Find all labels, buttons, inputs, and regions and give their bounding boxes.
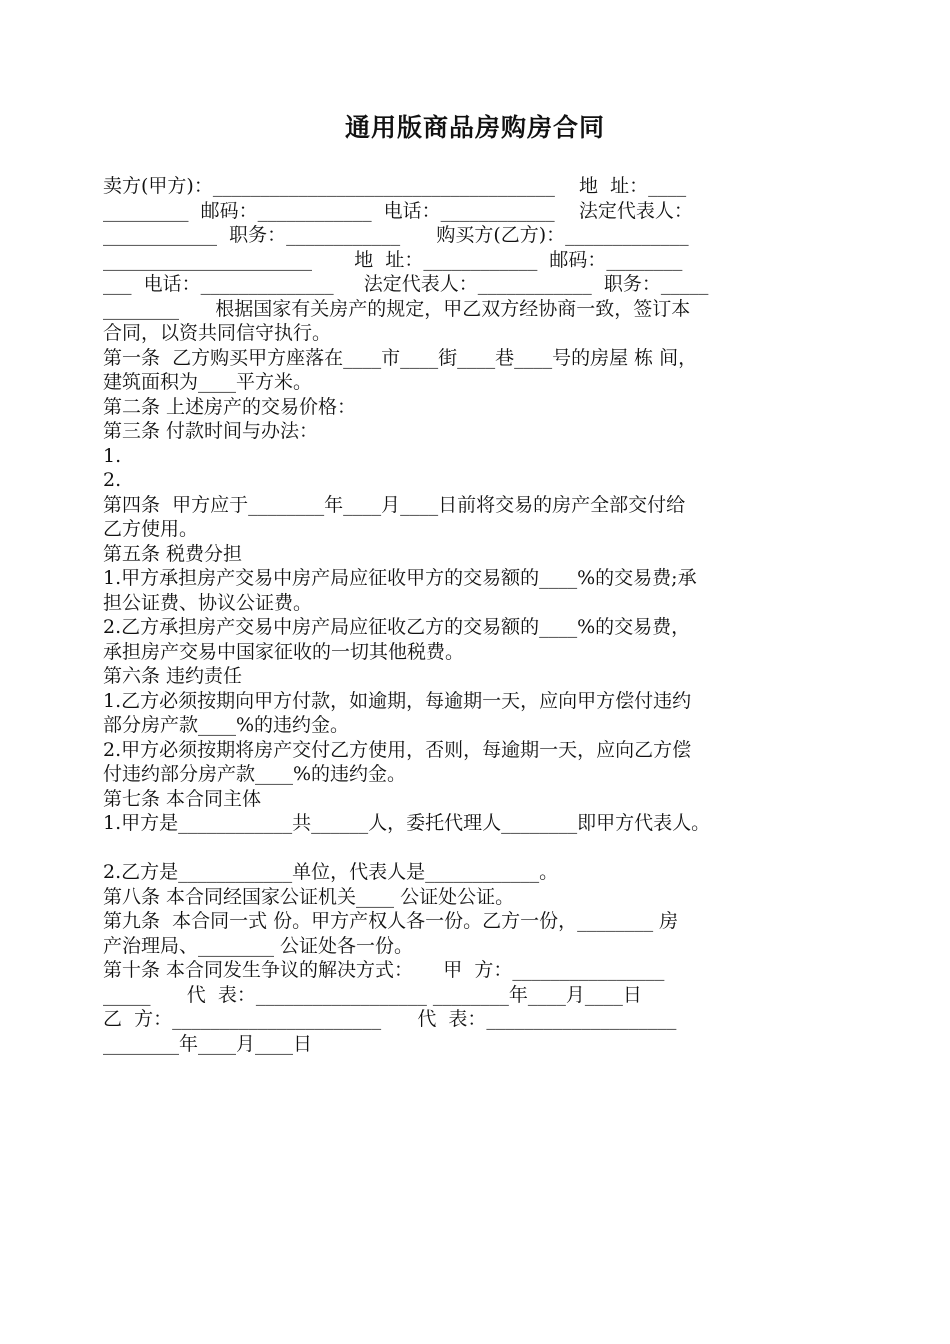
article-5-item-1-line-2: 担公证费、协议公证费。 <box>103 591 313 614</box>
signature-party-b-line: 乙 方：______________________ 代 表：____________________ <box>103 1008 677 1030</box>
article-2-line: 第二条 上述房产的交易价格： <box>103 395 357 418</box>
article-7-item-1: 1.甲方是____________共______人，委托代理人________即甲方代表人。 <box>103 812 711 834</box>
article-6-item-1-line-1: 1.乙方必须按期向甲方付款，如逾期，每逾期一天，应向甲方偿付违约 <box>103 689 692 712</box>
article-8-line: 第八条 本合同经国家公证机关____ 公证处公证。 <box>103 885 515 908</box>
signature-date-line: ________年____月____日 <box>103 1032 313 1055</box>
article-10-line: 第十条 本合同发生争议的解决方式： 甲 方：________________ <box>103 959 665 981</box>
blank-line <box>103 836 863 861</box>
article-4-line-2: 乙方使用。 <box>103 518 199 540</box>
article-6-heading: 第六条 违约责任 <box>103 665 243 687</box>
article-5-heading: 第五条 税费分担 <box>103 542 243 565</box>
document-title: 通用版商品房购房合同 <box>344 113 605 142</box>
article-1-line-1: 第一条 乙方购买甲方座落在____市____街____巷____号的房屋 栋 间， <box>103 346 698 369</box>
seller-position-buyer-line: ____________ 职务：____________ 购买方(乙方)：_____________ <box>103 224 689 246</box>
article-6-item-1-line-2: 部分房产款____%的违约金。 <box>103 714 350 736</box>
article-3-item-1: 1. <box>103 444 122 467</box>
article-4-line-1: 第四条 甲方应于________年____月____日前将交易的房产全部交付给 <box>103 493 686 516</box>
seller-line: 卖方(甲方)：____________________________________ 地 址：____ <box>103 175 687 197</box>
preamble-line-1: ________ 根据国家有关房产的规定，甲乙双方经协商一致，签订本 <box>103 297 691 320</box>
article-5-item-1-line-1: 1.甲方承担房产交易中房产局应征收甲方的交易额的____%的交易费;承 <box>103 567 697 589</box>
preamble-line-2: 合同，以资共同信守执行。 <box>103 322 332 344</box>
signature-party-a-line: _____ 代 表：__________________ ________年____月____日 <box>103 983 642 1006</box>
seller-contact-line: _________ 邮码：____________ 电话：____________ 法定代表人： <box>103 199 693 222</box>
article-6-item-2-line-2: 付违约部分房产款____%的违约金。 <box>103 763 407 785</box>
article-1-line-2: 建筑面积为____平方米。 <box>103 371 313 393</box>
article-3-item-2: 2. <box>103 469 122 491</box>
article-7-item-2: 2.乙方是____________单位，代表人是____________。 <box>103 861 559 883</box>
contract-body <box>103 174 863 1056</box>
article-9-line-1: 第九条 本合同一式 份。甲方产权人各一份。乙方一份，________ 房 <box>103 910 679 932</box>
article-5-item-2-line-1: 2.乙方承担房产交易中房产局应征收乙方的交易额的____%的交易费， <box>103 616 691 638</box>
article-9-line-2: 产治理局、________ 公证处各一份。 <box>103 934 414 957</box>
article-5-item-2-line-2: 承担房产交易中国家征收的一切其他税费。 <box>103 640 465 663</box>
article-6-item-2-line-1: 2.甲方必须按期将房产交付乙方使用，否则，每逾期一天，应向乙方偿 <box>103 738 692 761</box>
article-7-heading: 第七条 本合同主体 <box>103 787 262 810</box>
article-3-line: 第三条 付款时间与办法： <box>103 420 319 442</box>
buyer-address-line: ______________________ 地 址：____________ 邮码：________ <box>103 248 683 271</box>
buyer-contact-line: ___ 电话：______________ 法定代表人：____________ 职务：_____ <box>103 273 709 295</box>
